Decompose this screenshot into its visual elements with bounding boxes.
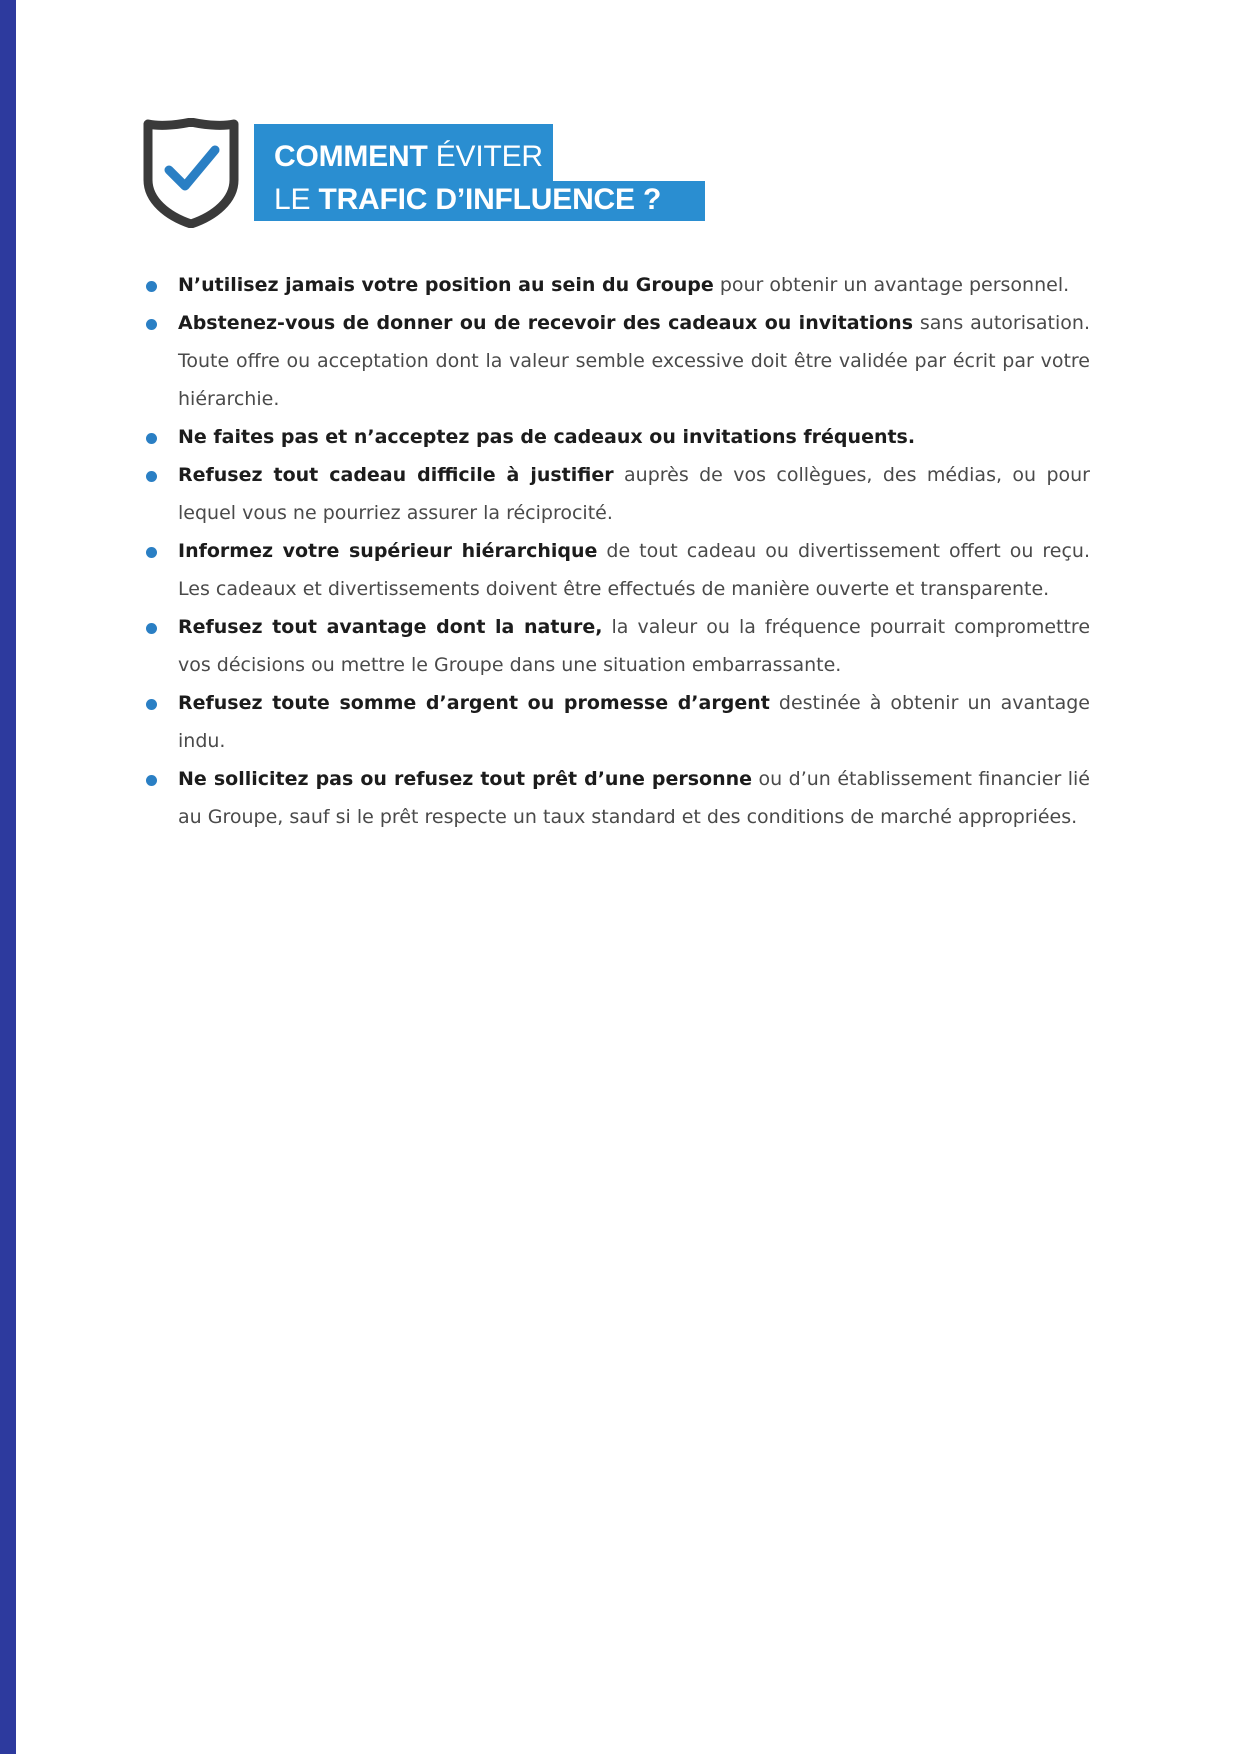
item-bold: Ne sollicitez pas ou refusez tout prêt d’une personne [178, 768, 753, 790]
item-bold: Ne faites pas et n’acceptez pas de cadeaux ou invitations fréquents. [178, 426, 916, 448]
list-item [146, 304, 1090, 418]
list-item [146, 266, 1090, 304]
bullet-dot [146, 319, 157, 330]
list-item [146, 684, 1090, 760]
title-bold-2: TRAFIC D’INFLUENCE ? [318, 183, 662, 216]
item-bold: Refusez tout cadeau difficile à justifier [178, 464, 614, 486]
title-light-2: LE [274, 183, 319, 216]
bullet-dot [146, 699, 157, 710]
item-text: ou d’un établissement financier lié au Groupe, sauf si le prêt respecte un taux standard et des conditions de marché appropriées. [178, 768, 1091, 828]
title-bold-1: COMMENT [274, 140, 428, 173]
left-accent-bar [0, 0, 16, 1754]
guideline-list [146, 266, 1090, 836]
shield-check-icon [143, 118, 239, 228]
item-bold: Informez votre supérieur hiérarchique [178, 540, 598, 562]
title-light-1: ÉVITER [427, 140, 543, 173]
item-text: pour obtenir un avantage personnel. [713, 274, 1070, 296]
section-title [254, 124, 705, 221]
item-text: de tout cadeau ou divertissement offert ou reçu. Les cadeaux et divertissements doivent être effectués de manière ouverte et transparente. [178, 540, 1090, 600]
bullet-dot [146, 775, 157, 786]
item-bold: Abstenez-vous de donner ou de recevoir des cadeaux ou invitations [178, 312, 914, 334]
bullet-dot [146, 623, 157, 634]
item-bold: Refusez toute somme d’argent ou promesse d’argent [178, 692, 770, 714]
list-item [146, 532, 1090, 608]
list-item [146, 456, 1090, 532]
item-text: destinée à obtenir un avantage indu. [178, 692, 1090, 752]
list-item [146, 760, 1090, 836]
bullet-dot [146, 433, 157, 444]
item-text: auprès de vos collègues, des médias, ou pour lequel vous ne pourriez assurer la réciprocité. [178, 464, 1090, 524]
bullet-dot [146, 547, 157, 558]
item-bold: N’utilisez jamais votre position au sein du Groupe [178, 274, 714, 296]
list-item [146, 418, 1090, 456]
title-line-2 [254, 181, 705, 221]
item-text: sans autorisation. Toute offre ou acceptation dont la valeur semble excessive doit être validée par écrit par votre hiérarchie. [178, 312, 1090, 410]
list-item [146, 608, 1090, 684]
bullet-dot [146, 281, 157, 292]
bullet-dot [146, 471, 157, 482]
item-bold: Refusez tout avantage dont la nature, [178, 616, 603, 638]
item-text: la valeur ou la fréquence pourrait compromettre vos décisions ou mettre le Groupe dans une situation embarrassante. [178, 616, 1091, 676]
title-line-1 [254, 124, 553, 181]
